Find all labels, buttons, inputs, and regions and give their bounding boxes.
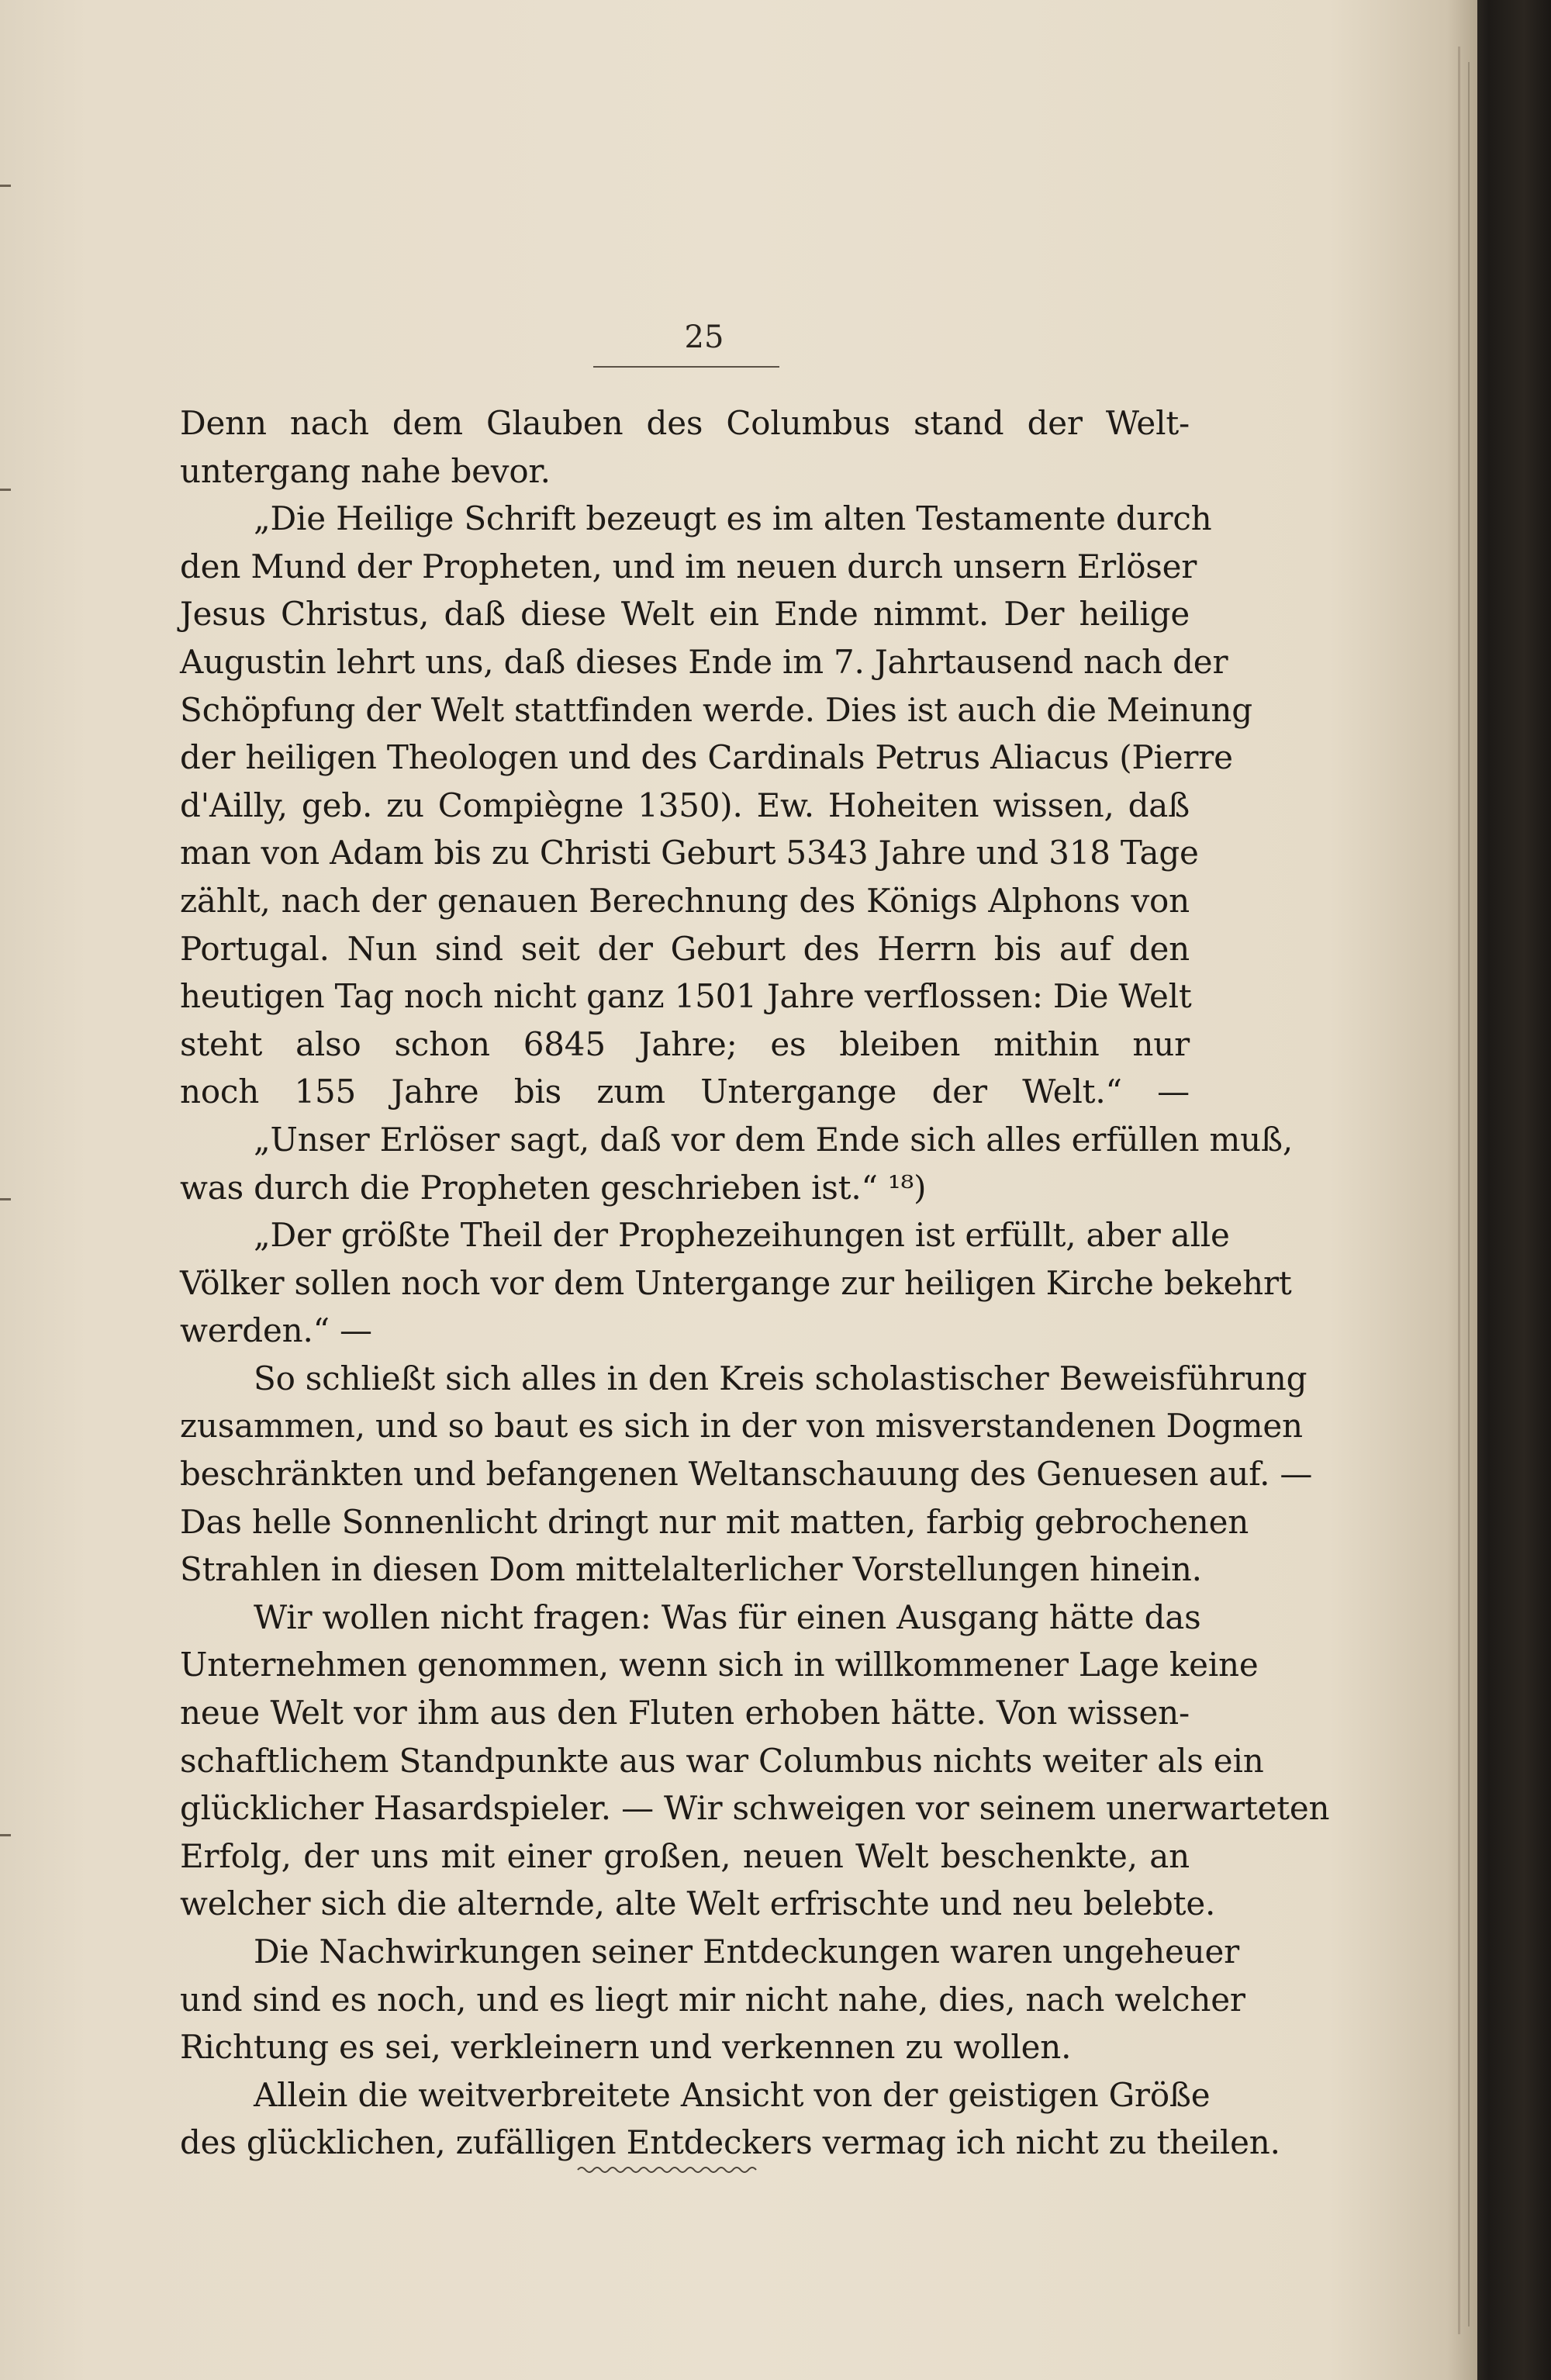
text-line: Völker sollen noch vor dem Untergange zur heiligen Kirche bekehrt <box>180 1263 1292 1302</box>
text-line: Strahlen in diesen Dom mittelalterlicher Vorstellungen hinein. <box>180 1550 1202 1589</box>
margin-mark <box>0 1198 11 1200</box>
text-line: beschränkten und befangenen Weltanschauung des Genuesen auf. — <box>180 1455 1313 1494</box>
text-line: steht also schon 6845 Jahre; es bleiben mithin nur <box>180 1024 1190 1063</box>
text-line: Erfolg, der uns mit einer großen, neuen Welt beschenkte, an <box>180 1836 1190 1875</box>
text-line: „Der größte Theil der Prophezeihungen ist erfüllt, aber alle <box>254 1216 1230 1255</box>
text-line: Wir wollen nicht fragen: Was für einen Ausgang hätte das <box>254 1598 1201 1636</box>
text-line: untergang nahe bevor. <box>180 451 551 490</box>
text-line: „Unser Erlöser sagt, daß vor dem Ende sich alles erfüllen muß, <box>254 1120 1293 1159</box>
text-line: „Die Heilige Schrift bezeugt es im alten Testamente durch <box>254 499 1212 538</box>
text-line: was durch die Propheten geschrieben ist.“ ¹⁸) <box>180 1168 927 1207</box>
text-line: glücklicher Hasardspieler. — Wir schweigen vor seinem unerwarteten <box>180 1789 1330 1828</box>
text-line: heutigen Tag noch nicht ganz 1501 Jahre verflossen: Die Welt <box>180 977 1192 1016</box>
text-line: neue Welt vor ihm aus den Fluten erhoben hätte. Von wissen- <box>180 1694 1190 1732</box>
text-line: werden.“ — <box>180 1311 372 1350</box>
text-line: Schöpfung der Welt stattfinden werde. Dies ist auch die Meinung <box>180 690 1252 729</box>
text-line: Die Nachwirkungen seiner Entdeckungen waren ungeheuer <box>254 1933 1239 1971</box>
text-line: den Mund der Propheten, und im neuen durch unsern Erlöser <box>180 547 1197 586</box>
text-line: des glücklichen, zufälligen Entdeckers vermag ich nicht zu theilen. <box>180 2123 1280 2162</box>
text-line: schaftlichem Standpunkte aus war Columbus nichts weiter als ein <box>180 1741 1264 1780</box>
text-line: man von Adam bis zu Christi Geburt 5343 Jahre und 318 Tage <box>180 834 1199 872</box>
text-line: Portugal. Nun sind seit der Geburt des Herrn bis auf den <box>180 929 1190 968</box>
text-line: Augustin lehrt uns, daß dieses Ende im 7. Jahrtausend nach der <box>180 642 1228 681</box>
text-line: So schließt sich alles in den Kreis scholastischer Beweisführung <box>254 1359 1307 1397</box>
page-number: 25 <box>684 320 724 355</box>
text-line: Unternehmen genommen, wenn sich in willkommener Lage keine <box>180 1646 1259 1684</box>
margin-mark <box>0 489 11 491</box>
text-line: noch 155 Jahre bis zum Untergange der Welt.“ — <box>180 1073 1190 1111</box>
page-edge-shadow-2 <box>1468 62 1470 2326</box>
text-line: welcher sich die alternde, alte Welt erfrischte und neu belebte. <box>180 1884 1216 1923</box>
text-line: Allein die weitverbreitete Ansicht von der geistigen Größe <box>254 2075 1211 2114</box>
text-line: zusammen, und so baut es sich in der von misverstandenen Dogmen <box>180 1407 1303 1446</box>
text-line: d'Ailly, geb. zu Compiègne 1350). Ew. Hoheiten wissen, daß <box>180 786 1190 824</box>
text-line: Das helle Sonnenlicht dringt nur mit matten, farbig gebrochenen <box>180 1502 1249 1541</box>
text-line: und sind es noch, und es liegt mir nicht nahe, dies, nach welcher <box>180 1980 1245 2019</box>
margin-mark <box>0 1834 11 1836</box>
wavy-rule-ornament <box>578 2162 760 2178</box>
text-line: der heiligen Theologen und des Cardinals Petrus Aliacus (Pierre <box>180 738 1233 777</box>
text-line: Denn nach dem Glauben des Columbus stand der Welt- <box>180 404 1190 442</box>
margin-mark <box>0 185 11 187</box>
page-edge-shadow <box>1458 47 1460 2334</box>
header-rule <box>593 366 779 368</box>
text-line: zählt, nach der genauen Berechnung des Königs Alphons von <box>180 881 1190 920</box>
body-text <box>180 399 1330 2167</box>
text-line: Jesus Christus, daß diese Welt ein Ende nimmt. Der heilige <box>180 595 1190 634</box>
text-line: Richtung es sei, verkleinern und verkennen zu wollen. <box>180 2028 1072 2067</box>
